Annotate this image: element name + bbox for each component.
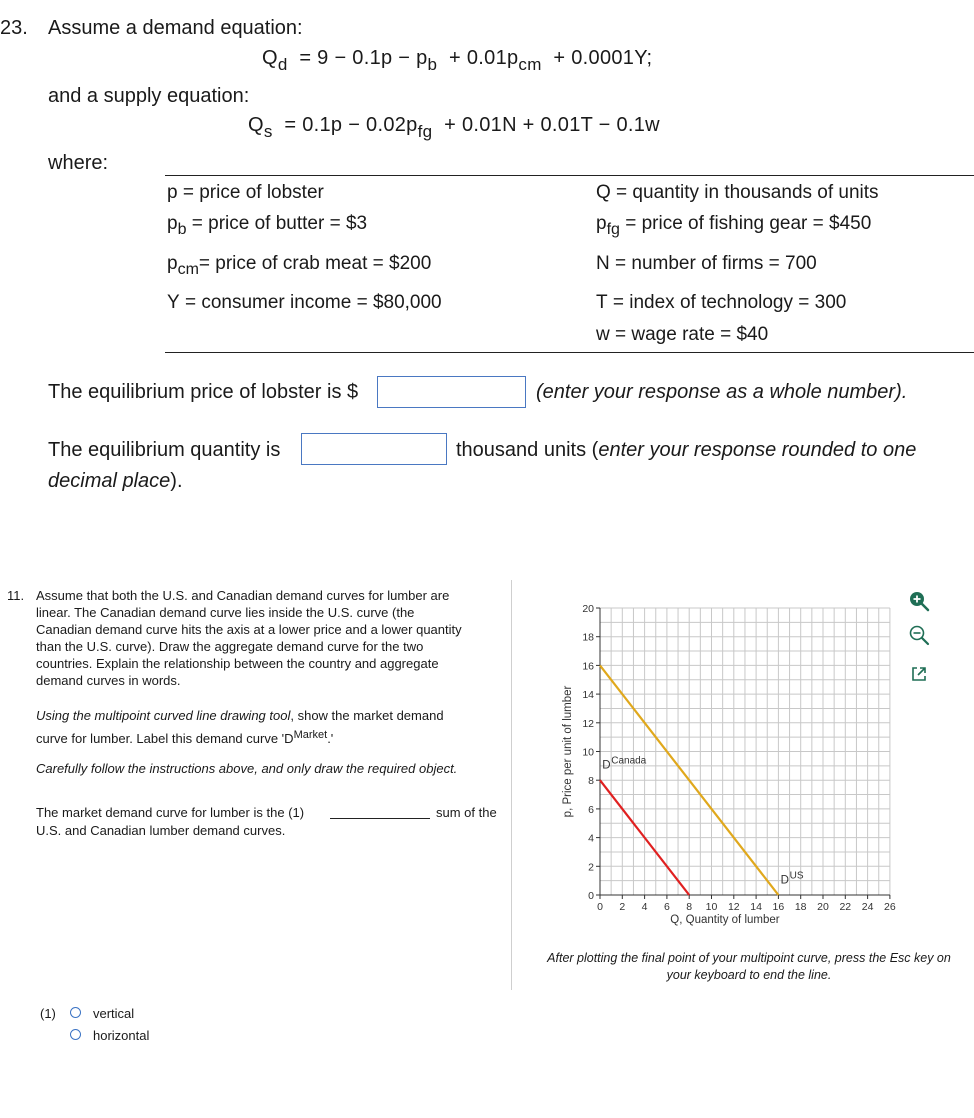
x-tick-label: 16: [772, 901, 785, 913]
panel-divider: [511, 580, 512, 990]
choice-vertical-label[interactable]: vertical: [93, 1006, 135, 1021]
supply-intro: and a supply equation:: [48, 85, 250, 107]
y-tick-label: 16: [582, 660, 594, 673]
def-n: N = number of firms = 700: [596, 253, 817, 274]
x-axis-label: Q, Quantity of lumber: [670, 914, 780, 926]
where-label: where:: [48, 152, 109, 174]
zoom-out-button[interactable]: [906, 622, 932, 648]
instruction-line1: Using the multipoint curved line drawing tool, show the market demand: [36, 708, 444, 723]
definitions-bottom-rule: [165, 352, 974, 353]
radio-vertical[interactable]: [70, 1007, 81, 1018]
x-tick-label: 12: [727, 901, 740, 913]
market-demand-sentence: The market demand curve for lumber is the (1): [36, 805, 305, 820]
x-tick-label: 8: [686, 901, 693, 913]
question-23-number: 23.: [0, 17, 28, 39]
chart-instruction-note: After plotting the final point of your multipoint curve, press the Esc key on your keyboard to end the line.: [547, 951, 951, 982]
popout-button[interactable]: [906, 661, 932, 687]
radio-horizontal[interactable]: [70, 1029, 81, 1040]
def-t: T = index of technology = 300: [596, 292, 847, 313]
canada-curve-label-sup: Canada: [611, 755, 647, 767]
us-curve-label: D: [780, 874, 789, 887]
y-tick-label: 18: [582, 631, 594, 644]
equilibrium-quantity-hint: thousand units (enter your response rounded to one: [456, 439, 917, 461]
question-11-number: 11.: [7, 588, 25, 603]
equilibrium-quantity-hint-line2: decimal place).: [48, 470, 183, 492]
equilibrium-price-label: The equilibrium price of lobster is $: [48, 381, 359, 403]
question-23-intro: Assume a demand equation:: [48, 17, 303, 39]
def-q: Q = quantity in thousands of units: [596, 182, 879, 203]
x-tick-label: 6: [663, 901, 670, 913]
y-tick-label: 20: [582, 603, 594, 615]
canada-curve-label: D: [602, 759, 611, 772]
x-tick-label: 14: [750, 901, 762, 913]
y-tick-label: 0: [588, 890, 594, 902]
y-tick-label: 2: [588, 861, 594, 874]
zoom-in-icon: [908, 590, 930, 612]
y-axis-label: p, Price per unit of lumber: [562, 685, 574, 818]
def-pb: $p_b$ = price of butter = $3: [167, 213, 368, 238]
def-w: w = wage rate = $40: [596, 324, 769, 345]
x-tick-label: 22: [839, 901, 852, 913]
x-tick-label: 0: [597, 901, 603, 913]
equilibrium-price-input[interactable]: [377, 376, 526, 408]
def-p: p = price of lobster: [167, 182, 324, 203]
x-tick-label: 26: [884, 901, 896, 913]
x-tick-label: 4: [641, 901, 648, 913]
equilibrium-quantity-label: The equilibrium quantity is: [48, 439, 281, 461]
def-y: Y = consumer income = $80,000: [167, 292, 442, 313]
zoom-out-icon: [908, 624, 930, 646]
equilibrium-price-hint: (enter your response as a whole number).: [536, 381, 908, 403]
external-link-icon: [910, 665, 928, 683]
x-tick-label: 20: [817, 901, 829, 913]
choice-horizontal-label[interactable]: horizontal: [93, 1028, 150, 1043]
equilibrium-quantity-input[interactable]: [301, 433, 447, 465]
market-demand-sentence-line2: U.S. and Canadian lumber demand curves.: [36, 823, 286, 838]
answer-blank-1[interactable]: [330, 818, 430, 819]
question-11-paragraph: Assume that both the U.S. and Canadian demand curves for lumber are linear. The Canadian demand curve lies inside the U.S. curve (the Canadian demand curve hits the axis at a lower price and a lower quantity than the U.S. curve). Draw the aggregate demand curve for the two countries. Explain the relationship between the country and aggregate demand curves in words.: [36, 588, 462, 688]
y-tick-label: 6: [588, 803, 594, 816]
us-curve-label-sup: US: [789, 870, 804, 882]
choices-number: (1): [40, 1006, 56, 1021]
x-tick-label: 2: [619, 901, 626, 913]
market-demand-sentence-end: sum of the: [436, 805, 497, 820]
y-tick-label: 8: [588, 775, 594, 788]
y-tick-label: 12: [582, 717, 594, 730]
def-pfg: $p_{fg}$ = price of fishing gear = $450: [596, 213, 872, 238]
y-tick-label: 4: [588, 832, 594, 845]
definitions-top-rule: [165, 175, 974, 176]
demand-equation: $Q_d = 9 - 0.1p - p_b + 0.01p_{cm} + 0.0001Y$;: [262, 47, 653, 74]
lumber-demand-graph[interactable]: [555, 590, 915, 940]
supply-equation: $Q_s = 0.1p - 0.02p_{fg} + 0.01N + 0.01T - 0.1w$: [248, 114, 660, 141]
def-pcm: $p_{cm}=$ price of crab meat = $200: [167, 253, 432, 278]
careful-instruction: Carefully follow the instructions above, and only draw the required object.: [36, 761, 458, 776]
y-tick-label: 10: [582, 746, 594, 759]
x-tick-label: 10: [705, 901, 718, 913]
x-tick-label: 24: [861, 901, 874, 913]
instruction-line2: curve for lumber. Label this demand curve '$D^{Market}$.': [36, 729, 334, 746]
y-tick-label: 14: [582, 689, 594, 702]
zoom-in-button[interactable]: [906, 588, 932, 614]
x-tick-label: 18: [794, 901, 807, 913]
